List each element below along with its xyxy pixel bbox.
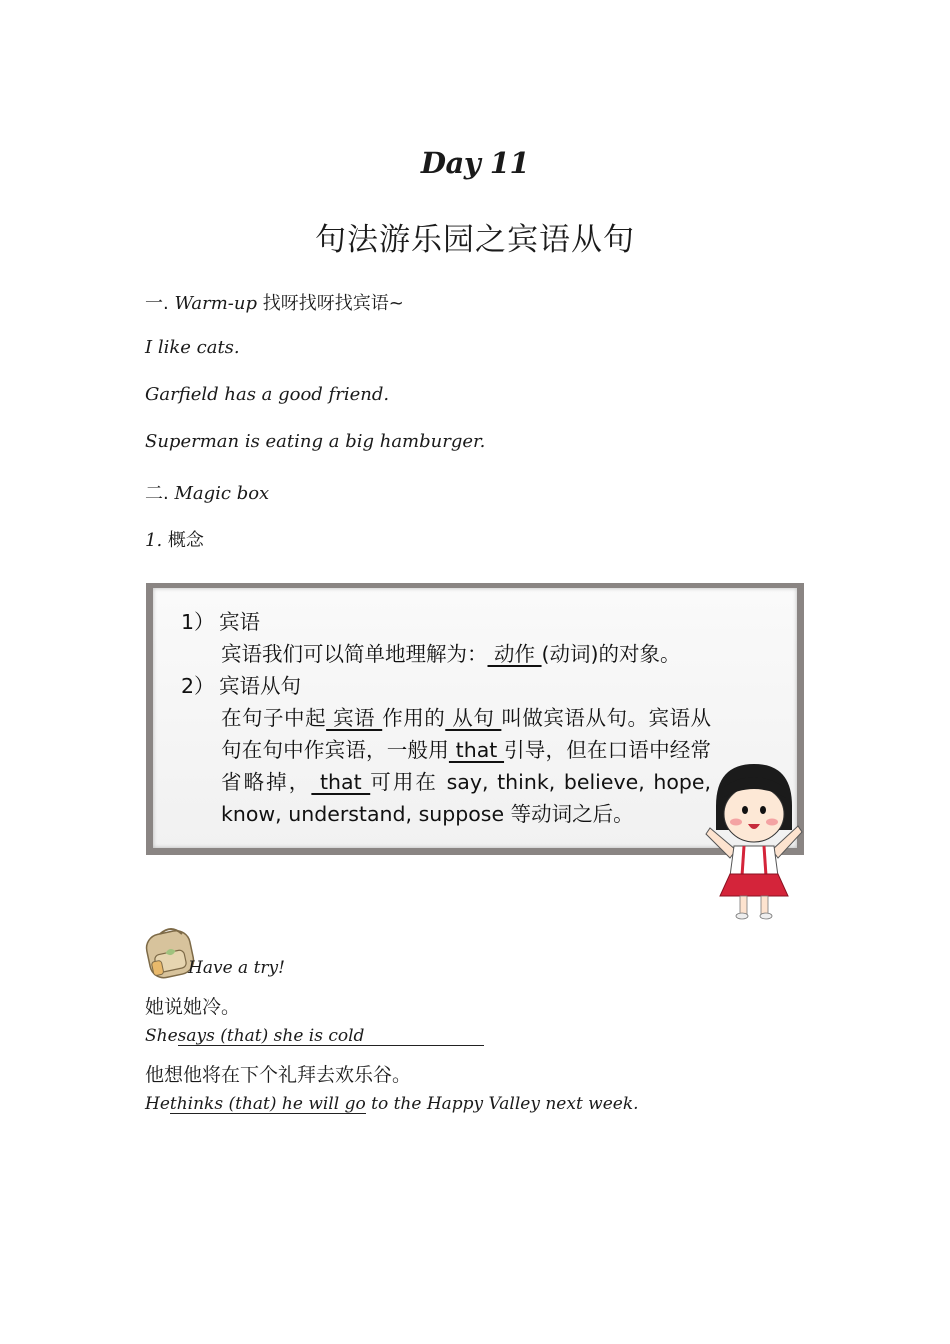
warmup-heading-cn: 找呀找呀找宾语~: [257, 293, 404, 314]
board-item-1-number: 1）: [181, 610, 215, 634]
board-item-2-text: [181, 702, 711, 830]
page-title: Day 11: [420, 146, 530, 180]
try-heading: Have a try!: [188, 958, 285, 978]
board-text: 在句子中起: [221, 706, 327, 730]
board-item-2-title: [181, 670, 711, 702]
board-item-2-number: 2）: [181, 674, 215, 698]
board-item-1-text: [181, 638, 711, 670]
magic-heading-prefix: 二.: [145, 483, 175, 504]
board-text: 作用的: [382, 706, 446, 730]
try-answer-1: [145, 1026, 484, 1046]
try-answer-2-end: to the Happy Valley next week.: [365, 1094, 639, 1114]
try-answer-1-start: She: [145, 1026, 178, 1046]
try-answer-2-start: He: [145, 1094, 170, 1114]
board-text: 引导，但在口语中经常省略掉，: [221, 738, 711, 794]
board-fill-blank: 动作: [487, 642, 542, 666]
try-answer-1-blank: says (that) she is cold: [178, 1027, 484, 1046]
board-fill-blank: that: [311, 770, 371, 794]
try-question-1-cn: 她说她冷。: [145, 996, 241, 1018]
warmup-sentence-1: I like cats.: [145, 337, 240, 358]
warmup-heading-prefix: 一.: [145, 293, 175, 314]
board-fill-blank: 宾语: [326, 706, 383, 730]
board-text: 可用在 say, think, believe, hope, know, understand, suppose 等动词之后。: [221, 770, 711, 826]
board-item-1-label: 宾语: [219, 610, 260, 634]
board-text: 叫做宾语从句。宾语从句在句中作宾语，一般用: [221, 706, 711, 762]
try-answer-2-blank: thinks (that) he will go: [169, 1094, 366, 1114]
board-fill-blank: 从句: [445, 706, 502, 730]
magic-heading-en: Magic box: [174, 483, 270, 504]
magic-heading: [145, 479, 269, 505]
concept-prefix: 1.: [145, 530, 168, 551]
warmup-heading: [145, 289, 404, 315]
cartoon-girl-icon: [700, 758, 808, 920]
board-text: 宾语我们可以简单地理解为：: [221, 642, 488, 666]
board-item-2-label: 宾语从句: [219, 674, 301, 698]
concept-heading: [145, 526, 204, 552]
warmup-sentence-2: Garfield has a good friend.: [145, 384, 390, 405]
whiteboard-content: [181, 606, 711, 839]
warmup-heading-en: Warm-up: [174, 293, 257, 314]
try-question-2-cn: 他想他将在下个礼拜去欢乐谷。: [145, 1064, 412, 1086]
board-fill-blank: that: [448, 738, 505, 762]
board-text: (动词)的对象。: [541, 642, 681, 666]
board-item-1-title: [181, 606, 711, 638]
page-subtitle: 句法游乐园之宾语从句: [315, 222, 635, 258]
try-answer-2: [145, 1094, 639, 1114]
concept-label: 概念: [167, 530, 204, 551]
warmup-sentence-3: Superman is eating a big hamburger.: [145, 431, 486, 452]
